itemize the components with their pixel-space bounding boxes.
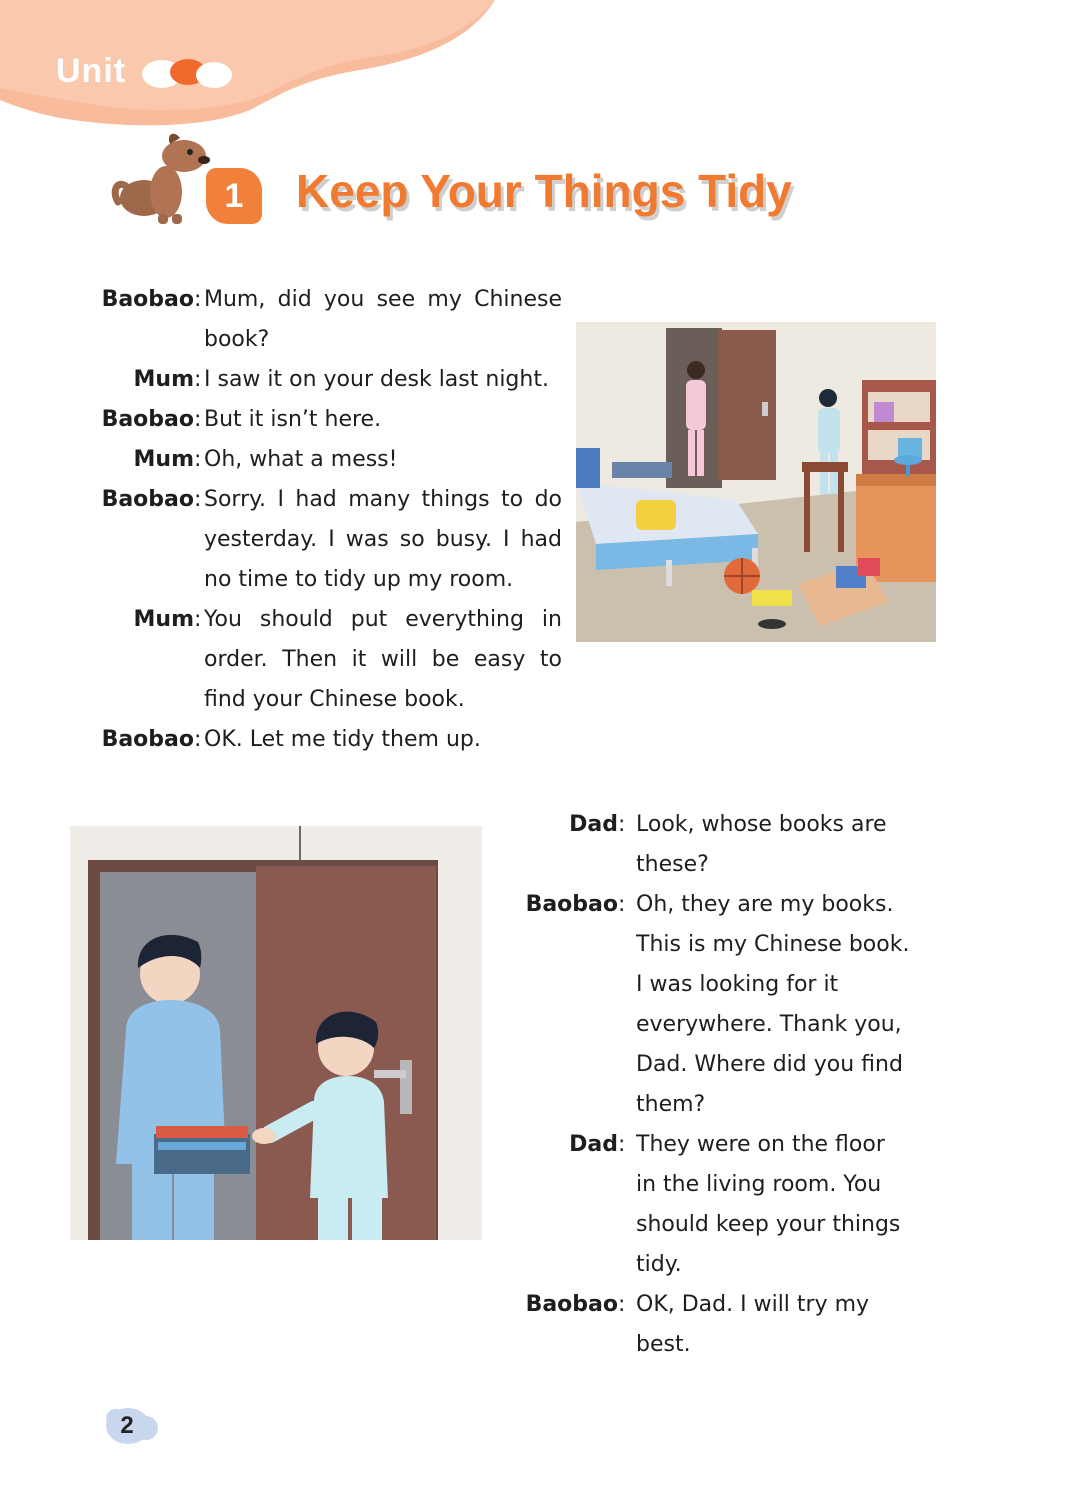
speaker-name: Mum	[133, 447, 194, 472]
speech-text: You should put everything in order. Then it will be easy to find your Chinese book.	[204, 607, 562, 712]
speech-text: They were on the floor in the living room. You should keep your things tidy.	[636, 1132, 901, 1277]
speech-text: OK, Dad. I will try my best.	[636, 1292, 870, 1357]
colon: :	[194, 447, 202, 472]
dialogue-line	[100, 440, 562, 480]
colon: :	[618, 1132, 626, 1157]
speech-text: I saw it on your desk last night.	[204, 367, 549, 392]
colon: :	[194, 407, 202, 432]
dialogue-1	[100, 280, 562, 760]
speaker-name: Baobao	[525, 1292, 618, 1317]
dialogue-line	[100, 360, 562, 400]
speech-text: OK. Let me tidy them up.	[204, 727, 481, 752]
colon: :	[618, 892, 626, 917]
colon: :	[194, 367, 202, 392]
colon: :	[618, 812, 626, 837]
dog-mascot-icon	[110, 130, 220, 230]
speaker-name: Baobao	[101, 487, 194, 512]
colon: :	[194, 727, 202, 752]
speaker-name: Dad	[569, 812, 618, 837]
dialogue-line	[520, 1125, 910, 1285]
speech-text: Oh, what a mess!	[204, 447, 398, 472]
speaker-name: Mum	[133, 607, 194, 632]
speaker-name: Baobao	[101, 727, 194, 752]
colon: :	[194, 287, 202, 312]
colon: :	[618, 1292, 626, 1317]
speaker-name: Baobao	[101, 407, 194, 432]
messy-bedroom-illustration	[576, 322, 936, 642]
lesson-number-badge: 1	[206, 168, 262, 224]
speaker-name: Baobao	[101, 287, 194, 312]
dialogue-line	[520, 805, 910, 885]
dad-and-baobao-illustration	[70, 826, 482, 1240]
speech-text: Oh, they are my books. This is my Chinese book. I was looking for it everywhere. Thank you, Dad. Where did you find them?	[636, 892, 910, 1117]
speech-text: Look, whose books are these?	[636, 812, 887, 877]
speaker-name: Dad	[569, 1132, 618, 1157]
dialogue-line	[100, 280, 562, 360]
dialogue-line	[520, 885, 910, 1125]
colon: :	[194, 487, 202, 512]
dialogue-line	[100, 400, 562, 440]
speech-text: Sorry. I had many things to do yesterday. I was so busy. I had no time to tidy up my room.	[204, 487, 562, 592]
page-number: 2	[120, 1412, 134, 1439]
dialogue-line	[100, 600, 562, 720]
dialogue-line	[100, 480, 562, 600]
speaker-name: Mum	[133, 367, 194, 392]
colon: :	[194, 607, 202, 632]
speech-text: Mum, did you see my Chinese book?	[204, 287, 562, 352]
lesson-title: Keep Your Things Tidy	[296, 165, 792, 217]
dialogue-line	[100, 720, 562, 760]
dialogue-line	[520, 1285, 910, 1365]
speech-text: But it isn’t here.	[204, 407, 382, 432]
speaker-name: Baobao	[525, 892, 618, 917]
dialogue-2	[520, 805, 910, 1365]
unit-label: Unit	[56, 52, 127, 90]
unit-number-blob	[134, 56, 234, 92]
